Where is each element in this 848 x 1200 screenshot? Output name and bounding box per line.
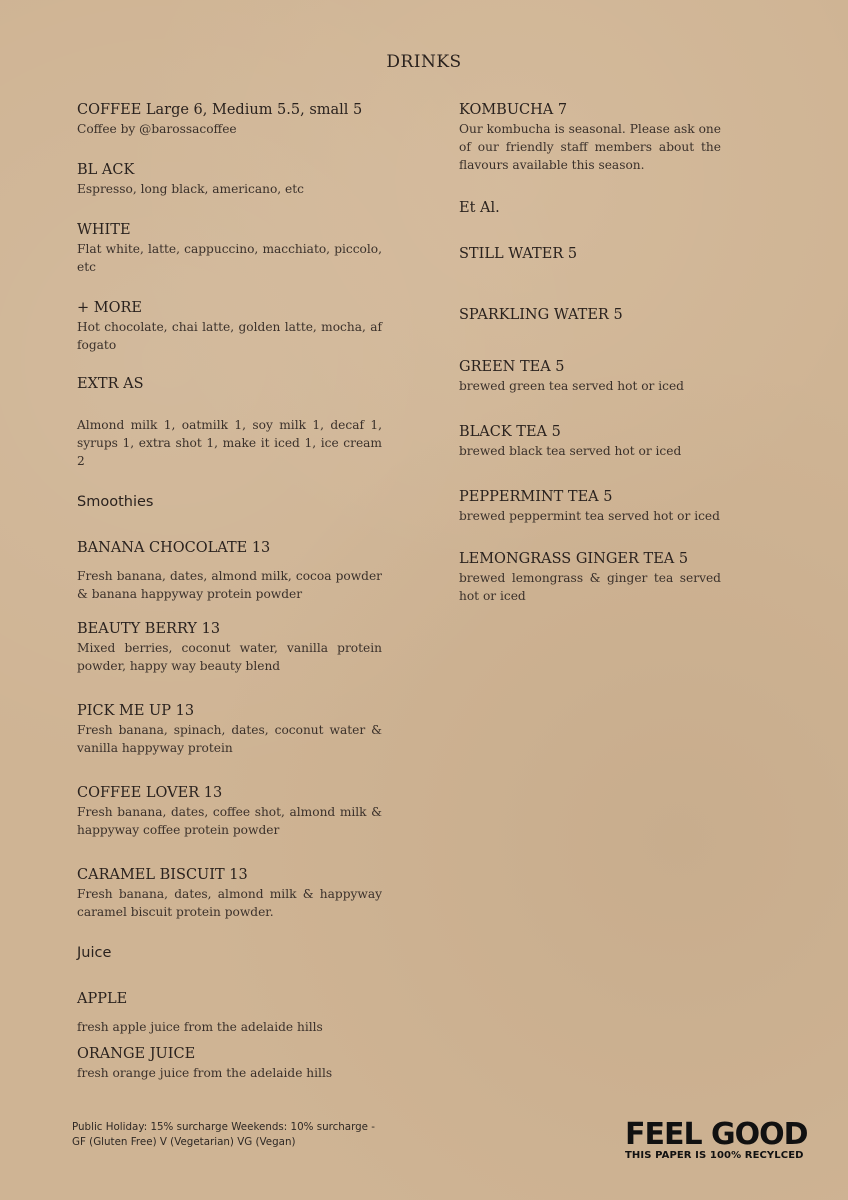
menu-item-coffee-lover bbox=[77, 783, 382, 839]
section-heading-juice: Juice bbox=[77, 945, 112, 961]
item-description: Hot chocolate, chai latte, golden latte, mocha, af fogato bbox=[77, 320, 382, 352]
item-description: Fresh banana, dates, almond milk & happyway caramel biscuit protein powder. bbox=[77, 887, 382, 919]
menu-item-orange-juice bbox=[77, 1044, 382, 1082]
item-title: GREEN TEA 5 bbox=[459, 359, 565, 375]
item-title: LEMONGRASS GINGER TEA 5 bbox=[459, 551, 689, 567]
right-column bbox=[459, 100, 721, 605]
item-description: Fresh banana, dates, coffee shot, almond milk & happyway coffee protein powder bbox=[77, 805, 382, 837]
item-description: Flat white, latte, cappuccino, macchiato, piccolo, etc bbox=[77, 242, 382, 274]
item-title: PEPPERMINT TEA 5 bbox=[459, 489, 613, 505]
item-description: brewed lemongrass & ginger tea served hot or iced bbox=[459, 571, 721, 603]
menu-item-coffee bbox=[77, 100, 382, 138]
item-description: Coffee by @barossacoffee bbox=[77, 122, 237, 136]
menu-item-et-al: Et Al. bbox=[459, 200, 500, 216]
menu-item-black-tea bbox=[459, 422, 721, 460]
left-column bbox=[77, 100, 382, 1082]
item-title: COFFEE LOVER 13 bbox=[77, 785, 223, 801]
item-description: brewed peppermint tea served hot or iced bbox=[459, 509, 720, 523]
logo-main-text: FEEL GOOD bbox=[625, 1117, 808, 1152]
menu-item-beauty-berry bbox=[77, 619, 382, 675]
item-title: KOMBUCHA 7 bbox=[459, 102, 568, 118]
logo-sub-text: THIS PAPER IS 100% RECYLCED bbox=[625, 1150, 804, 1161]
menu-item-black bbox=[77, 160, 382, 198]
menu-item-peppermint-tea bbox=[459, 487, 721, 525]
menu-item-apple bbox=[77, 989, 382, 1036]
menu-item-more bbox=[77, 298, 382, 354]
item-description: brewed black tea served hot or iced bbox=[459, 444, 682, 458]
surcharge-note: Public Holiday: 15% surcharge Weekends: 10% surcharge - GF (Gluten Free) V (Vegetarian) VG (Vegan) bbox=[72, 1121, 376, 1148]
item-title: BL ACK bbox=[77, 162, 135, 178]
item-description: Espresso, long black, americano, etc bbox=[77, 182, 304, 196]
item-description: Fresh banana, dates, almond milk, cocoa powder & banana happyway protein powder bbox=[77, 569, 382, 601]
item-description: Mixed berries, coconut water, vanilla protein powder, happy way beauty blend bbox=[77, 641, 382, 673]
item-title: + MORE bbox=[77, 300, 142, 316]
menu-item-sparkling-water: SPARKLING WATER 5 bbox=[459, 307, 623, 323]
item-description: Fresh banana, spinach, dates, coconut water & vanilla happyway protein bbox=[77, 723, 382, 755]
page-title: DRINKS bbox=[386, 52, 462, 72]
menu-item-extras bbox=[77, 374, 382, 470]
menu-item-still-water: STILL WATER 5 bbox=[459, 246, 578, 262]
item-title: PICK ME UP 13 bbox=[77, 703, 195, 719]
item-title: BLACK TEA 5 bbox=[459, 424, 561, 440]
item-title: BEAUTY BERRY 13 bbox=[77, 621, 221, 637]
item-description: brewed green tea served hot or iced bbox=[459, 379, 684, 393]
menu-item-kombucha bbox=[459, 100, 721, 174]
item-title: EXTR AS bbox=[77, 376, 144, 392]
item-description: fresh orange juice from the adelaide hills bbox=[77, 1066, 333, 1080]
menu-item-banana-chocolate bbox=[77, 538, 382, 603]
item-title: CARAMEL BISCUIT 13 bbox=[77, 867, 248, 883]
menu-item-green-tea bbox=[459, 357, 721, 395]
item-title: BANANA CHOCOLATE 13 bbox=[77, 540, 271, 556]
item-description: Almond milk 1, oatmilk 1, soy milk 1, decaf 1, syrups 1, extra shot 1, make it iced 1, ice cream 2 bbox=[77, 418, 382, 468]
item-title: APPLE bbox=[77, 991, 128, 1007]
menu-item-pick-me-up bbox=[77, 701, 382, 757]
section-heading-smoothies: Smoothies bbox=[77, 494, 154, 510]
menu-item-white bbox=[77, 220, 382, 276]
item-title: WHITE bbox=[77, 222, 131, 238]
item-description: Our kombucha is seasonal. Please ask one of our friendly staff members about the flavours available this season. bbox=[459, 122, 721, 172]
item-title: ORANGE JUICE bbox=[77, 1046, 196, 1062]
menu-item-caramel-biscuit bbox=[77, 865, 382, 921]
menu-item-lemongrass-ginger-tea bbox=[459, 549, 721, 605]
item-title: COFFEE Large 6, Medium 5.5, small 5 bbox=[77, 102, 363, 118]
feel-good-logo bbox=[625, 1117, 820, 1162]
item-description: fresh apple juice from the adelaide hills bbox=[77, 1020, 323, 1034]
